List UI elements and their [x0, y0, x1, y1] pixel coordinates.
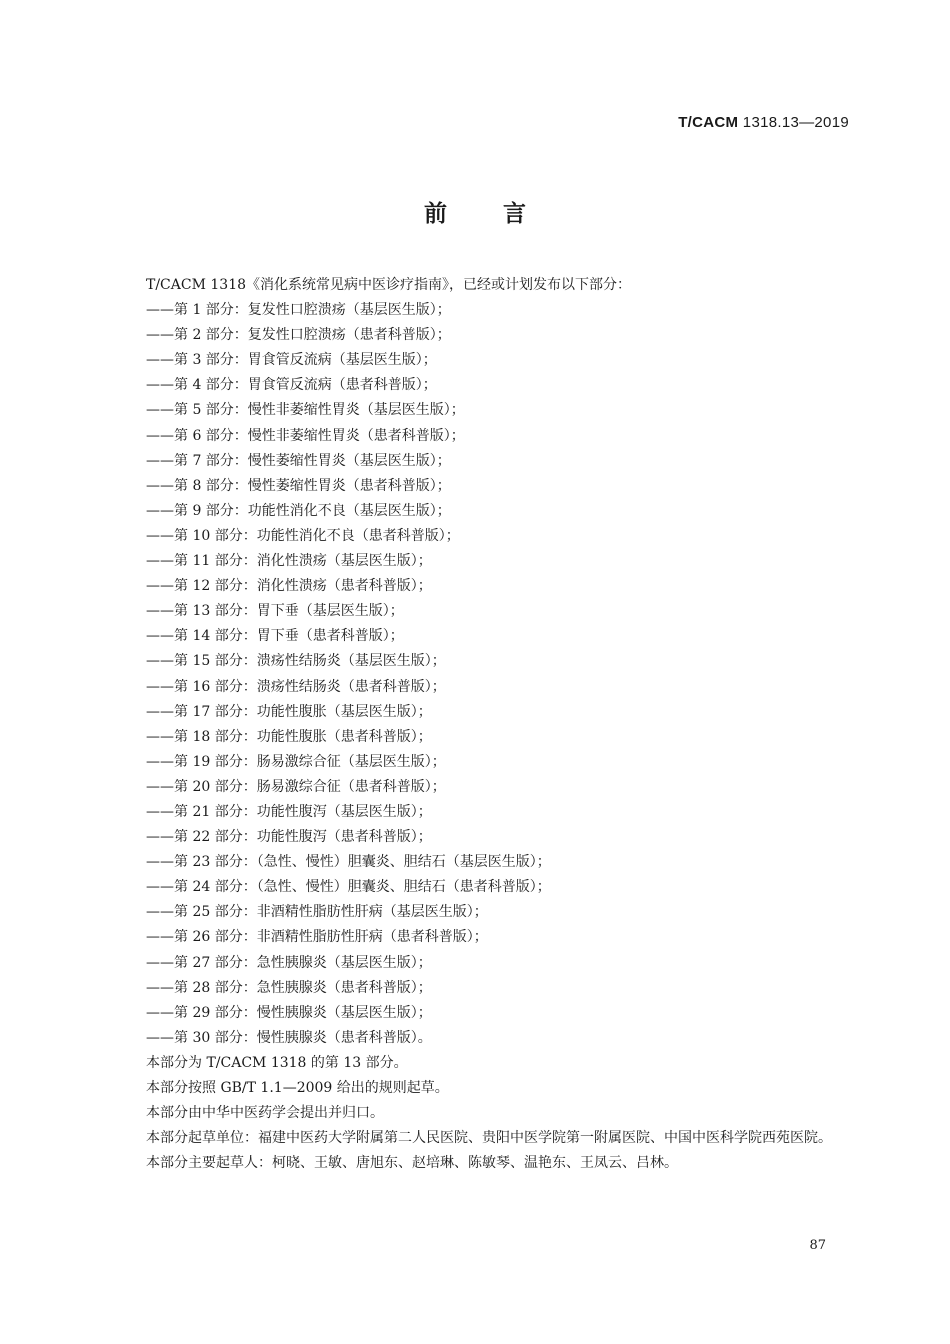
list-item: ——第 17 部分：功能性腹胀（基层医生版）；	[146, 703, 432, 720]
part-of-statement: 本部分为 T/CACM 1318 的第 13 部分。	[146, 1054, 408, 1071]
parts-list	[114, 298, 850, 1051]
list-item: ——第 13 部分：胃下垂（基层医生版）；	[146, 603, 404, 620]
list-item: ——第 19 部分：肠易激综合征（基层医生版）；	[146, 753, 446, 770]
drafting-units-statement: 本部分起草单位：福建中医药大学附属第二人民医院、贵阳中医学院第一附属医院、中国中医科学院西苑医院。	[146, 1130, 832, 1147]
standard-number: 1318.13—2019	[742, 114, 849, 131]
list-item: ——第 10 部分：功能性消化不良（患者科普版）；	[146, 527, 460, 544]
page-number: 87	[809, 1238, 826, 1253]
list-item: ——第 27 部分：急性胰腺炎（基层医生版）；	[146, 954, 432, 971]
list-item: ——第 6 部分：慢性非萎缩性胃炎（患者科普版）；	[146, 427, 465, 444]
list-item: ——第 20 部分：肠易激综合征（患者科普版）；	[146, 778, 446, 795]
list-item: ——第 16 部分：溃疡性结肠炎（患者科普版）；	[146, 678, 446, 695]
list-item: ——第 3 部分：胃食管反流病（基层医生版）；	[146, 352, 437, 369]
intro-paragraph: T/CACM 1318《消化系统常见病中医诊疗指南》，已经或计划发布以下部分：	[146, 277, 632, 293]
list-item: ——第 14 部分：胃下垂（患者科普版）；	[146, 628, 404, 645]
list-item: ——第 11 部分：消化性溃疡（基层医生版）；	[146, 553, 432, 570]
standard-code	[678, 114, 849, 131]
list-item: ——第 22 部分：功能性腹泻（患者科普版）；	[146, 829, 432, 846]
proposer-statement: 本部分由中华中医药学会提出并归口。	[146, 1105, 384, 1122]
list-item: ——第 15 部分：溃疡性结肠炎（基层医生版）；	[146, 653, 446, 670]
document-body	[114, 273, 850, 1176]
list-item: ——第 24 部分：（急性、慢性）胆囊炎、胆结石（患者科普版）；	[146, 879, 551, 896]
list-item: ——第 23 部分：（急性、慢性）胆囊炎、胆结石（基层医生版）；	[146, 854, 551, 871]
page-title: 前言	[424, 201, 582, 227]
list-item: ——第 18 部分：功能性腹胀（患者科普版）；	[146, 728, 432, 745]
list-item: ——第 30 部分：慢性胰腺炎（患者科普版）。	[146, 1029, 432, 1046]
main-drafters-statement: 本部分主要起草人：柯晓、王敏、唐旭东、赵培琳、陈敏琴、温艳东、王凤云、吕林。	[146, 1155, 678, 1172]
list-item: ——第 4 部分：胃食管反流病（患者科普版）；	[146, 377, 437, 394]
list-item: ——第 26 部分：非酒精性脂肪性肝病（患者科普版）；	[146, 929, 488, 946]
list-item: ——第 29 部分：慢性胰腺炎（基层医生版）；	[146, 1004, 432, 1021]
list-item: ——第 1 部分：复发性口腔溃疡（基层医生版）；	[146, 302, 451, 319]
list-item: ——第 28 部分：急性胰腺炎（患者科普版）；	[146, 979, 432, 996]
list-item: ——第 12 部分：消化性溃疡（患者科普版）；	[146, 578, 432, 595]
list-item: ——第 25 部分：非酒精性脂肪性肝病（基层医生版）；	[146, 904, 488, 921]
list-item: ——第 5 部分：慢性非萎缩性胃炎（基层医生版）；	[146, 402, 465, 419]
list-item: ——第 2 部分：复发性口腔溃疡（患者科普版）；	[146, 327, 451, 344]
list-item: ——第 21 部分：功能性腹泻（基层医生版）；	[146, 803, 432, 820]
standard-prefix: T/CACM	[678, 114, 739, 131]
list-item: ——第 9 部分：功能性消化不良（基层医生版）；	[146, 502, 451, 519]
list-item: ——第 7 部分：慢性萎缩性胃炎（基层医生版）；	[146, 452, 451, 469]
list-item: ——第 8 部分：慢性萎缩性胃炎（患者科普版）；	[146, 477, 451, 494]
drafting-rules-statement: 本部分按照 GB/T 1.1—2009 给出的规则起草。	[146, 1080, 449, 1096]
